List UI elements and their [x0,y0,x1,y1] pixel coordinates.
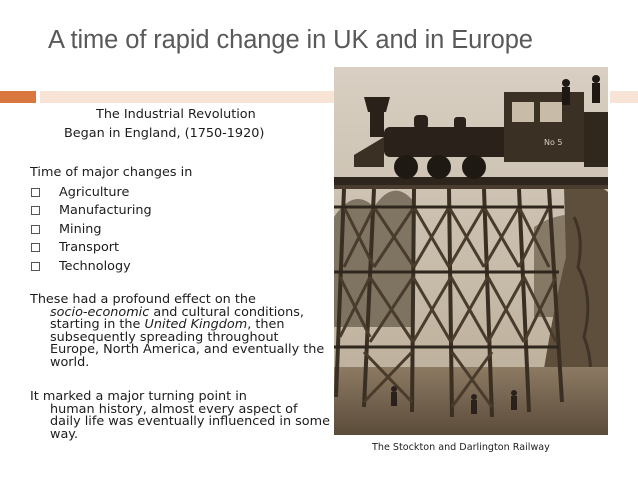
intro-text: Time of major changes in [30,165,193,180]
checkbox-bullet-icon [31,188,40,197]
railway-trestle-photo [334,67,608,435]
subtitle-line-2: Began in England, (1750-1920) [64,126,265,141]
list-item: Mining [30,220,152,239]
changes-list [30,183,152,276]
checkbox-bullet-icon [31,225,40,234]
accent-bar-left [0,91,36,103]
photo-caption: The Stockton and Darlington Railway [372,442,550,453]
accent-bar-right [610,91,638,103]
slide-title: A time of rapid change in UK and in Europe [48,26,533,54]
paragraph-turning-point: It marked a major turning point in human history, almost every aspect of daily life was eventually influenced in some way. [30,389,330,442]
checkbox-bullet-icon [31,262,40,271]
checkbox-bullet-icon [31,243,40,252]
paragraph-effects: These had a profound effect on the socio-economic and cultural conditions, starting in the United Kingdom, then subsequently spreading throughout Europe, North America, and eventually the world. [30,292,325,370]
railway-trestle-illustration [334,67,608,435]
list-item: Agriculture [30,183,152,202]
svg-text:No 5: No 5 [544,138,563,147]
accent-bar-middle [40,91,334,103]
list-item: Transport [30,239,152,258]
subtitle-line-1: The Industrial Revolution [96,107,256,122]
checkbox-bullet-icon [31,206,40,215]
list-item: Manufacturing [30,202,152,221]
list-item: Technology [30,257,152,276]
